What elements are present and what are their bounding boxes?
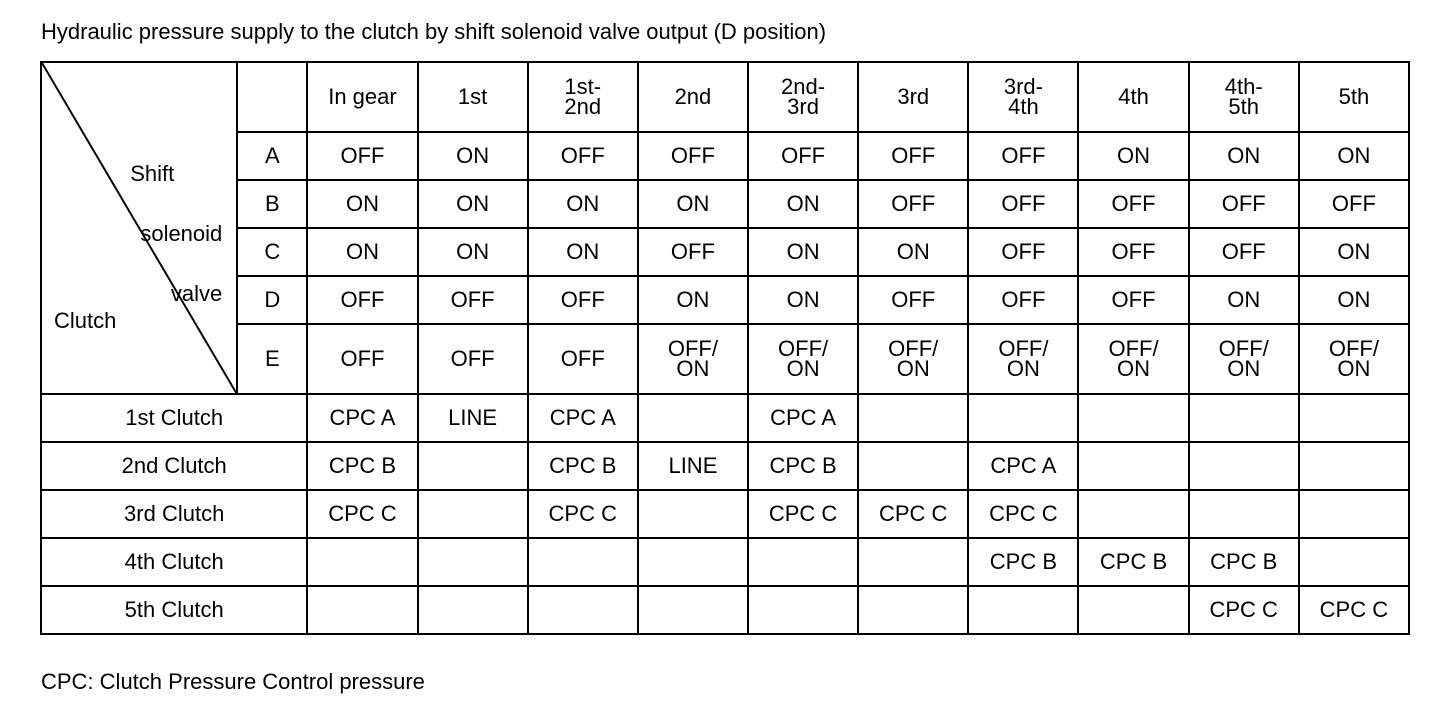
solenoid-label-line: solenoid [140,221,223,246]
clutch-pressure-table [40,61,1410,635]
solenoid-row [41,180,1409,228]
column-header-line: 4th [1008,94,1039,119]
solenoid-state-cell: ON [1189,132,1299,180]
column-header-line: 3rd- [1003,74,1043,99]
column-header-line: 2nd [674,84,712,109]
clutch-pressure-cell [418,490,528,538]
clutch-row [41,586,1409,634]
solenoid-state-cell: OFF [418,276,528,324]
column-header-line: 1st- [564,74,602,99]
clutch-pressure-cell [1189,490,1299,538]
corner-diagonal-cell [41,62,237,394]
solenoid-state-cell: OFF [638,132,748,180]
clutch-name: 4th Clutch [41,538,307,586]
column-header [748,62,858,132]
solenoid-state-cell: OFF [1078,276,1188,324]
column-header-line: In gear [328,84,397,109]
clutch-pressure-cell [858,538,968,586]
column-header [418,62,528,132]
solenoid-name: D [237,276,307,324]
solenoid-state-cell: OFF [968,276,1078,324]
clutch-pressure-cell [307,538,417,586]
clutch-pressure-cell: CPC C [968,490,1078,538]
clutch-name: 2nd Clutch [41,442,307,490]
footnote: CPC: Clutch Pressure Control pressure [41,669,425,694]
clutch-pressure-cell [307,586,417,634]
solenoid-state-cell: ON [528,180,638,228]
solenoid-state-cell: OFF [1078,180,1188,228]
clutch-pressure-cell: CPC B [1189,538,1299,586]
solenoid-state-cell: OFF [528,132,638,180]
column-header [528,62,638,132]
clutch-row [41,490,1409,538]
solenoid-state-cell: OFF [307,324,417,394]
column-header-line: 3rd [897,84,930,109]
clutch-pressure-cell [638,538,748,586]
solenoid-state-cell: ON [748,228,858,276]
column-header [1189,62,1299,132]
clutch-pressure-cell [528,538,638,586]
header-row [41,62,1409,132]
solenoid-state-cell: OFF/ ON [748,324,858,394]
clutch-pressure-cell [638,394,748,442]
clutch-pressure-cell [1189,394,1299,442]
clutch-pressure-cell [638,490,748,538]
column-header [858,62,968,132]
column-header-line: 4th [1118,84,1149,109]
solenoid-state-cell: OFF [1189,228,1299,276]
column-header [1299,62,1409,132]
clutch-pressure-cell: CPC B [748,442,858,490]
solenoid-state-cell: OFF [528,276,638,324]
column-header [968,62,1078,132]
clutch-pressure-cell [1299,394,1409,442]
clutch-row [41,442,1409,490]
clutch-pressure-cell [638,586,748,634]
clutch-pressure-cell: CPC B [307,442,417,490]
solenoid-state-cell: OFF [1189,180,1299,228]
solenoid-state-cell: OFF [1078,228,1188,276]
column-header-line: 5th [1338,84,1370,109]
column-header-line: 1st [457,84,488,109]
solenoid-state-cell: OFF [858,276,968,324]
solenoid-state-cell: OFF [638,228,748,276]
solenoid-name: B [237,180,307,228]
solenoid-state-cell: OFF/ ON [1078,324,1188,394]
solenoid-state-cell: ON [748,180,858,228]
clutch-pressure-cell: CPC A [968,442,1078,490]
solenoid-state-cell: OFF/ ON [1299,324,1409,394]
solenoid-state-cell: OFF/ ON [858,324,968,394]
solenoid-state-cell: ON [748,276,858,324]
clutch-pressure-cell [1299,442,1409,490]
header-blank-cell [237,62,307,132]
solenoid-state-cell: ON [307,228,417,276]
clutch-pressure-cell: LINE [418,394,528,442]
clutch-name: 1st Clutch [41,394,307,442]
solenoid-state-cell: ON [1189,276,1299,324]
clutch-pressure-cell: CPC C [528,490,638,538]
clutch-pressure-cell: CPC A [307,394,417,442]
clutch-pressure-cell [968,394,1078,442]
solenoid-state-cell: ON [1299,228,1409,276]
solenoid-state-cell: ON [528,228,638,276]
solenoid-row [41,324,1409,394]
solenoid-state-cell: OFF [307,132,417,180]
column-header-line: 4th- [1224,74,1263,99]
clutch-pressure-cell: LINE [638,442,748,490]
clutch-pressure-cell [1189,442,1299,490]
clutch-name: 5th Clutch [41,586,307,634]
solenoid-state-cell: ON [1299,132,1409,180]
solenoid-row [41,276,1409,324]
solenoid-row [41,228,1409,276]
clutch-pressure-cell: CPC C [748,490,858,538]
solenoid-state-cell: ON [638,180,748,228]
shift-label-line: Shift [130,161,175,186]
clutch-pressure-cell: CPC C [858,490,968,538]
solenoid-state-cell: ON [858,228,968,276]
solenoid-state-cell: ON [418,132,528,180]
clutch-pressure-cell: CPC B [1078,538,1188,586]
clutch-pressure-cell [1078,394,1188,442]
clutch-pressure-cell [748,538,858,586]
column-header-line: 2nd [564,94,602,119]
solenoid-state-cell: OFF [307,276,417,324]
solenoid-state-cell: ON [1299,276,1409,324]
clutch-name: 3rd Clutch [41,490,307,538]
solenoid-state-cell: OFF [1299,180,1409,228]
solenoid-state-cell: OFF [418,324,528,394]
column-header [1078,62,1188,132]
clutch-pressure-cell: CPC B [528,442,638,490]
clutch-pressure-cell: CPC C [1299,586,1409,634]
clutch-pressure-cell [858,586,968,634]
clutch-pressure-cell [858,394,968,442]
solenoid-state-cell: OFF [528,324,638,394]
solenoid-state-cell: ON [418,180,528,228]
clutch-pressure-cell [858,442,968,490]
clutch-pressure-cell [748,586,858,634]
clutch-pressure-cell [1078,586,1188,634]
clutch-pressure-cell [1299,490,1409,538]
solenoid-state-cell: ON [1078,132,1188,180]
solenoid-state-cell: OFF [748,132,858,180]
clutch-pressure-cell: CPC A [528,394,638,442]
clutch-pressure-cell: CPC A [748,394,858,442]
clutch-axis-label: Clutch [54,308,117,333]
solenoid-state-cell: ON [418,228,528,276]
clutch-pressure-cell: CPC C [1189,586,1299,634]
solenoid-name: E [237,324,307,394]
solenoid-state-cell: OFF/ ON [968,324,1078,394]
clutch-pressure-cell: CPC C [307,490,417,538]
solenoid-state-cell: OFF [968,132,1078,180]
solenoid-state-cell: ON [307,180,417,228]
clutch-pressure-cell [1299,538,1409,586]
clutch-pressure-cell [1078,490,1188,538]
shift-solenoid-valve-label [130,129,222,339]
clutch-pressure-cell [418,538,528,586]
solenoid-state-cell: OFF [968,228,1078,276]
clutch-pressure-cell: CPC B [968,538,1078,586]
solenoid-name: A [237,132,307,180]
solenoid-state-cell: OFF [858,180,968,228]
clutch-pressure-cell [1078,442,1188,490]
solenoid-row [41,132,1409,180]
column-header-line: 2nd- [781,74,826,99]
clutch-pressure-cell [968,586,1078,634]
solenoid-state-cell: ON [638,276,748,324]
column-header-line: 3rd [787,94,819,119]
column-header [638,62,748,132]
solenoid-state-cell: OFF [968,180,1078,228]
solenoid-state-cell: OFF [858,132,968,180]
column-header [307,62,417,132]
valve-label-line: valve [170,281,223,306]
clutch-pressure-cell [418,586,528,634]
solenoid-state-cell: OFF/ ON [1189,324,1299,394]
solenoid-state-cell: OFF/ ON [638,324,748,394]
page-title: Hydraulic pressure supply to the clutch by shift solenoid valve output (D position) [41,19,827,44]
solenoid-name: C [237,228,307,276]
clutch-row [41,394,1409,442]
clutch-pressure-cell [528,586,638,634]
clutch-row [41,538,1409,586]
clutch-pressure-cell [418,442,528,490]
column-header-line: 5th [1228,94,1259,119]
